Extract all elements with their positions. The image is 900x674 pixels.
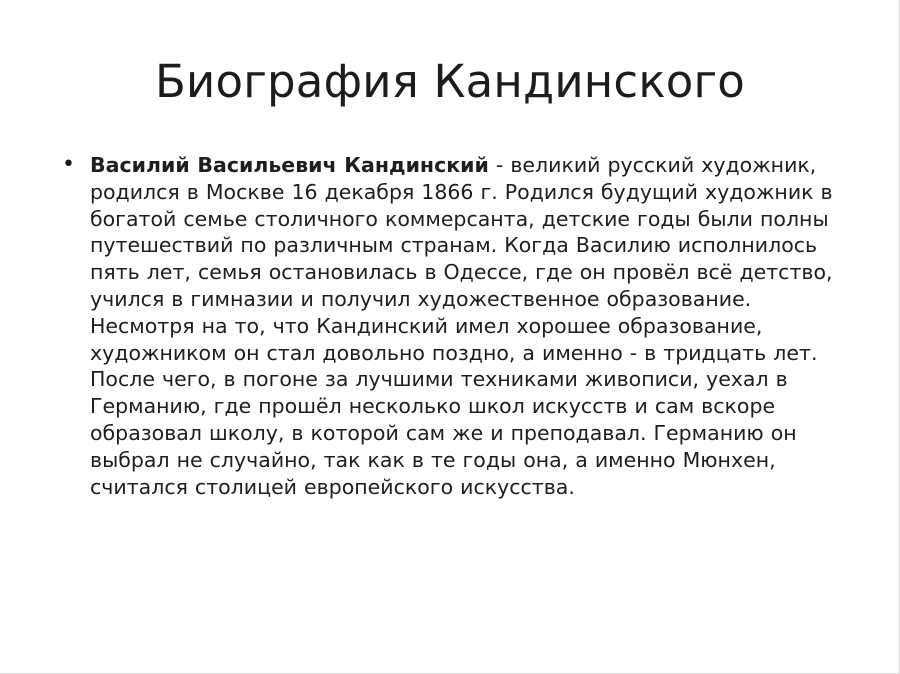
bullet-body-text: - великий русский художник, родился в Москве 16 декабря 1866 г. Родился будущий художник в богатой семье столичного коммерсанта, детские годы были полны путешествий по различным странам. Когда Василию исполнилось пять лет, семья остановилась в Одессе, где он провёл всё детство, учился в гимназии и получил художественное образование. Несмотря на то, что Кандинский имел хорошее образование, художником он стал довольно поздно, а именно - в тридцать лет. После чего, в погоне за лучшими техниками живописи, уехал в Германию, где прошёл несколько школ искусств и сам вскоре образовал школу, в которой сам же и преподавал. Германию он выбрал не случайно, так как в те годы она, а именно Мюнхен, считался столицей европейского искусства. [90,153,833,499]
bullet-marker: • [62,152,75,177]
bullet-bold-name: Василий Васильевич Кандинский [90,153,489,177]
slide-title: Биография Кандинского [154,55,746,108]
bullet-text [90,152,842,500]
bullet-item [62,152,842,500]
